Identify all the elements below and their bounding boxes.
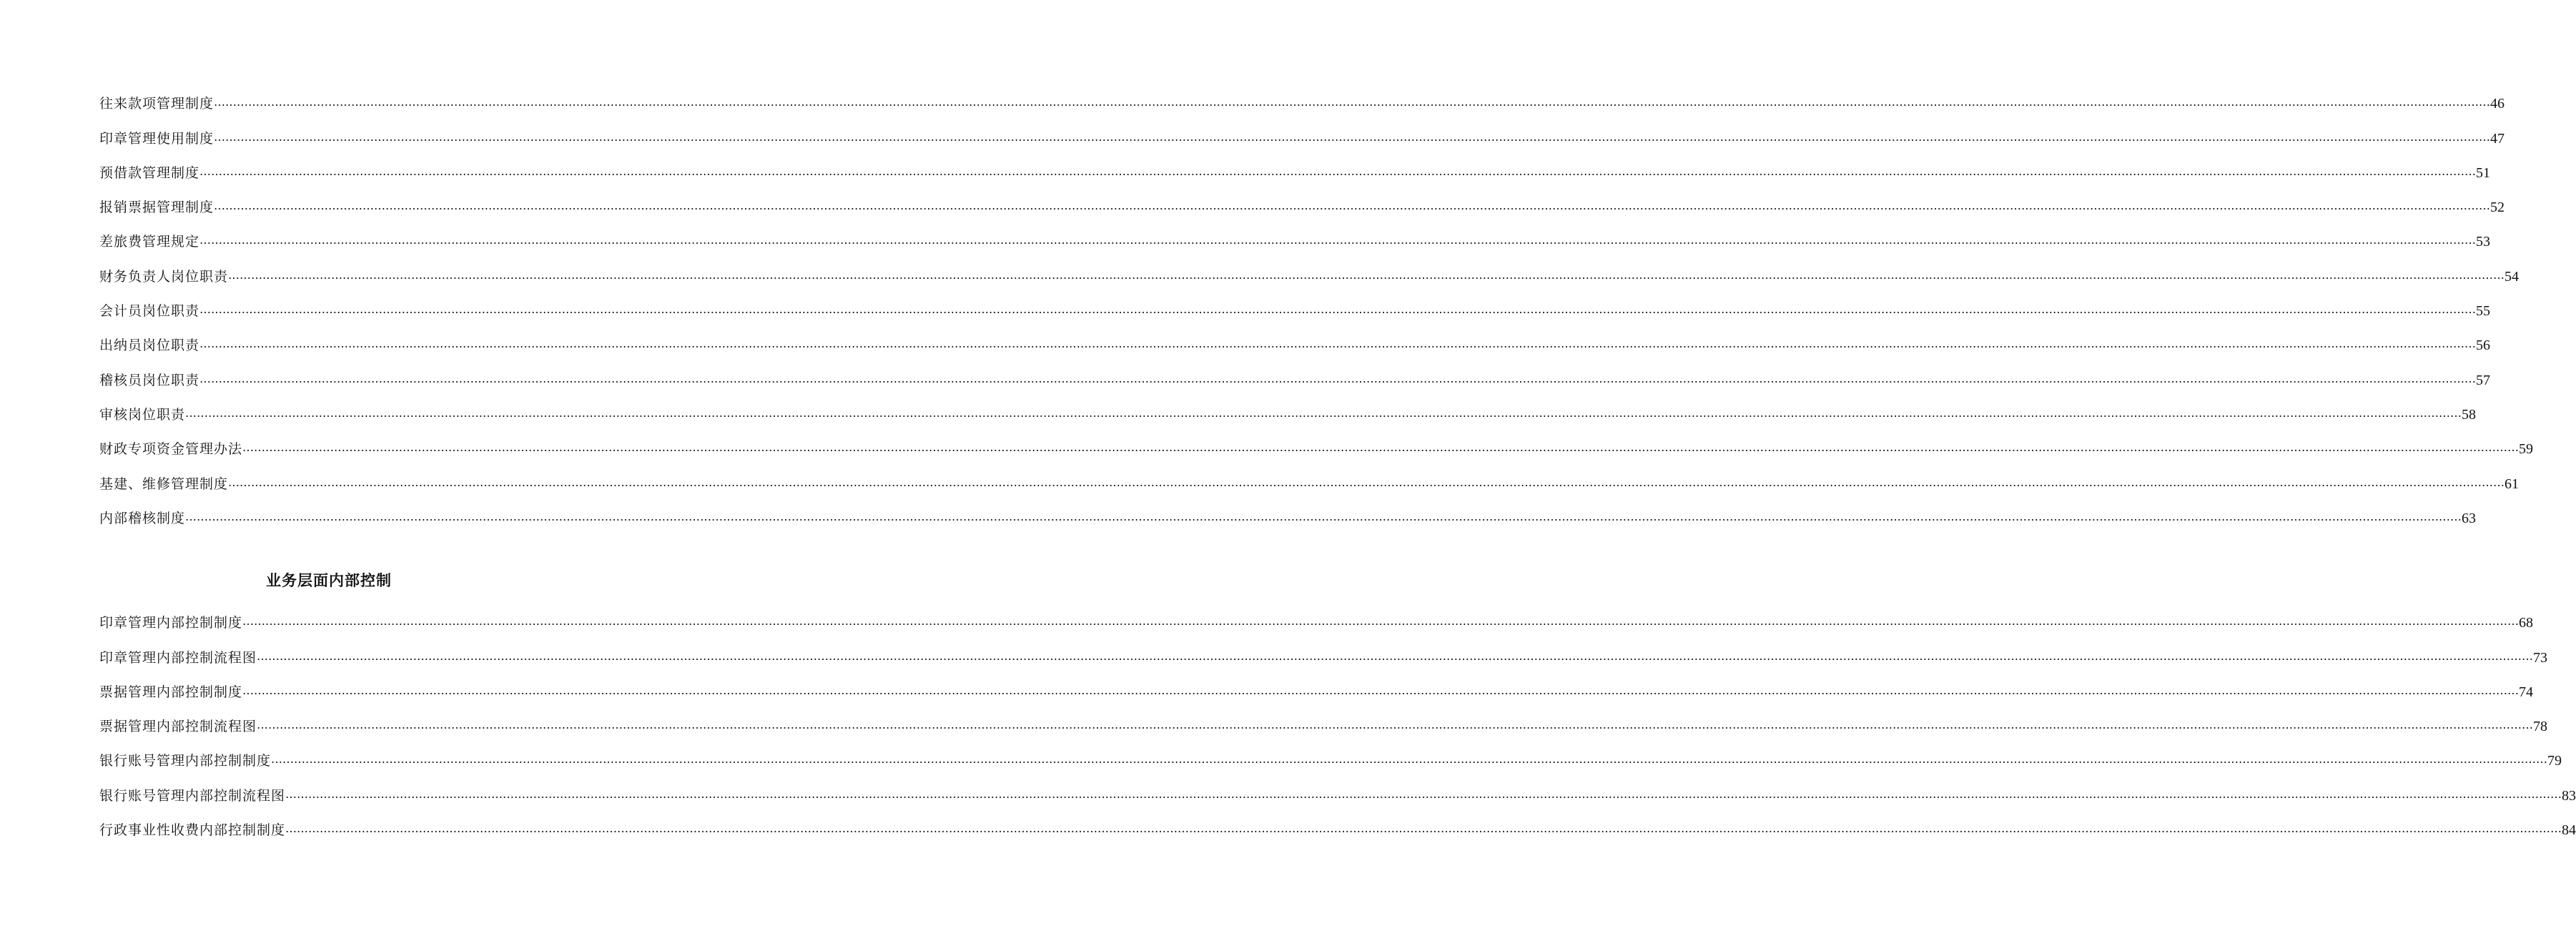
toc-entry-page: 83: [2562, 787, 2576, 804]
toc-entry-page: 52: [2490, 200, 2505, 216]
toc-leader-dots: …………………………………………………………………………………………………………………………………………………………………………………………………………………………………………………………………………………………………………………………………………………………………………………………………………………………………………………………………………………………………………………………………………………: [214, 199, 2491, 213]
toc-entry-page: 73: [2533, 649, 2548, 666]
toc-entry: [99, 187, 2505, 221]
toc-leader-dots: …………………………………………………………………………………………………………………………………………………………………………………………………………………………………………………………………………………………………………………………………………………………………………………………………………………………………………………………………………………………………………………………………………………: [214, 95, 2491, 109]
toc-leader-dots: …………………………………………………………………………………………………………………………………………………………………………………………………………………………………………………………………………………………………………………………………………………………………………………………………………………………………………………………………………………………………………………………………………………: [185, 405, 2462, 420]
toc-entry: [99, 498, 2477, 532]
toc-entry-title: 报销票据管理制度: [99, 200, 214, 216]
toc-entry: [99, 740, 2562, 774]
toc-entry-title: 会计员岗位职责: [99, 303, 200, 320]
toc-entry: [99, 706, 2548, 740]
toc-leader-dots: …………………………………………………………………………………………………………………………………………………………………………………………………………………………………………………………………………………………………………………………………………………………………………………………………………………………………………………………………………………………………………………………………………………: [242, 614, 2520, 629]
toc-entry-page: 78: [2533, 719, 2548, 735]
toc-entry-title: 财务负责人岗位职责: [99, 268, 229, 285]
toc-entry-page: 56: [2476, 338, 2491, 354]
toc-entry-title: 往来款项管理制度: [99, 96, 214, 112]
toc-entry-page: 74: [2519, 684, 2534, 700]
toc-entry: [99, 428, 2534, 463]
toc-entry-page: 47: [2490, 130, 2505, 147]
toc-entry: [99, 394, 2477, 428]
toc-entry-title: 票据管理内部控制流程图: [99, 719, 257, 735]
toc-entry-page: 63: [2462, 510, 2477, 526]
toc-entry-title: 财政专项资金管理办法: [99, 441, 243, 458]
toc-leader-dots: …………………………………………………………………………………………………………………………………………………………………………………………………………………………………………………………………………………………………………………………………………………………………………………………………………………………………………………………………………………………………………………………………………………: [257, 718, 2534, 732]
toc-entry-title: 印章管理内部控制流程图: [99, 649, 257, 666]
toc-leader-dots: …………………………………………………………………………………………………………………………………………………………………………………………………………………………………………………………………………………………………………………………………………………………………………………………………………………………………………………………………………………………………………………………………………………: [257, 649, 2534, 663]
toc-entry: [99, 255, 2520, 290]
toc-entry-title: 印章管理内部控制制度: [99, 615, 243, 631]
toc-entry-title: 票据管理内部控制制度: [99, 684, 243, 700]
toc-entry: [99, 602, 2534, 636]
toc-entry: [99, 463, 2520, 497]
toc-leader-dots: …………………………………………………………………………………………………………………………………………………………………………………………………………………………………………………………………………………………………………………………………………………………………………………………………………………………………………………………………………………………………………………………………………………: [242, 683, 2520, 697]
toc-entry-page: 53: [2476, 234, 2491, 250]
toc-entry-title: 银行账号管理内部控制流程图: [99, 787, 286, 804]
toc-entry-title: 银行账号管理内部控制制度: [99, 753, 272, 769]
toc-entry: [99, 636, 2548, 671]
toc-entry-title: 审核岗位职责: [99, 406, 186, 423]
toc-leader-dots: …………………………………………………………………………………………………………………………………………………………………………………………………………………………………………………………………………………………………………………………………………………………………………………………………………………………………………………………………………………………………………………………………………………: [199, 302, 2477, 317]
toc-entry-title: 出纳员岗位职责: [99, 338, 200, 354]
toc-leader-dots: …………………………………………………………………………………………………………………………………………………………………………………………………………………………………………………………………………………………………………………………………………………………………………………………………………………………………………………………………………………………………………………………………………………: [242, 440, 2520, 455]
toc-leader-dots: …………………………………………………………………………………………………………………………………………………………………………………………………………………………………………………………………………………………………………………………………………………………………………………………………………………………………………………………………………………………………………………………………………………: [228, 267, 2505, 282]
toc-entry-page: 59: [2519, 441, 2534, 458]
toc-entry-page: 51: [2476, 164, 2491, 181]
toc-leader-dots: …………………………………………………………………………………………………………………………………………………………………………………………………………………………………………………………………………………………………………………………………………………………………………………………………………………………………………………………………………………………………………………………………………………: [199, 337, 2477, 351]
toc-entry: [99, 117, 2505, 152]
toc-leader-dots: …………………………………………………………………………………………………………………………………………………………………………………………………………………………………………………………………………………………………………………………………………………………………………………………………………………………………………………………………………………………………………………………………………………: [199, 233, 2477, 247]
toc-entry-title: 行政事业性收费内部控制制度: [99, 822, 286, 839]
toc-entry-title: 稽核员岗位职责: [99, 372, 200, 388]
toc-section-2: [99, 602, 2576, 844]
toc-entry: [99, 83, 2505, 117]
toc-entry: [99, 774, 2576, 809]
toc-entry-title: 基建、维修管理制度: [99, 476, 229, 492]
toc-entry: [99, 152, 2491, 187]
toc-leader-dots: …………………………………………………………………………………………………………………………………………………………………………………………………………………………………………………………………………………………………………………………………………………………………………………………………………………………………………………………………………………………………………………………………………………: [185, 509, 2462, 523]
toc-entry-page: 54: [2505, 268, 2520, 285]
toc-entry-page: 58: [2462, 406, 2477, 423]
toc-leader-dots: …………………………………………………………………………………………………………………………………………………………………………………………………………………………………………………………………………………………………………………………………………………………………………………………………………………………………………………………………………………………………………………………………………………: [271, 752, 2548, 767]
toc-leader-dots: …………………………………………………………………………………………………………………………………………………………………………………………………………………………………………………………………………………………………………………………………………………………………………………………………………………………………………………………………………………………………………………………………………………: [199, 371, 2477, 385]
toc-entry-title: 预借款管理制度: [99, 164, 200, 181]
toc-leader-dots: …………………………………………………………………………………………………………………………………………………………………………………………………………………………………………………………………………………………………………………………………………………………………………………………………………………………………………………………………………………………………………………………………………………: [199, 164, 2477, 178]
toc-entry: [99, 221, 2491, 255]
toc-entry-page: 68: [2519, 615, 2534, 631]
toc-entry-title: 内部稽核制度: [99, 510, 186, 526]
toc-entry-title: 印章管理使用制度: [99, 130, 214, 147]
toc-entry-page: 46: [2490, 96, 2505, 112]
toc-leader-dots: …………………………………………………………………………………………………………………………………………………………………………………………………………………………………………………………………………………………………………………………………………………………………………………………………………………………………………………………………………………………………………………………………………………: [285, 787, 2562, 801]
section-heading: 业务层面内部控制: [266, 572, 392, 589]
toc-entry: [99, 671, 2534, 706]
toc-leader-dots: …………………………………………………………………………………………………………………………………………………………………………………………………………………………………………………………………………………………………………………………………………………………………………………………………………………………………………………………………………………………………………………………………………………: [228, 475, 2505, 489]
toc-entry-page: 61: [2505, 476, 2520, 492]
toc-entry-title: 差旅费管理规定: [99, 234, 200, 250]
toc-entry-page: 57: [2476, 372, 2491, 388]
toc-entry-page: 84: [2562, 822, 2576, 839]
toc-section-1: [99, 83, 2534, 532]
toc-list: [99, 602, 2576, 844]
toc-entry: [99, 809, 2576, 844]
toc-list: [99, 83, 2534, 532]
toc-entry: [99, 359, 2491, 393]
toc-leader-dots: …………………………………………………………………………………………………………………………………………………………………………………………………………………………………………………………………………………………………………………………………………………………………………………………………………………………………………………………………………………………………………………………………………………: [285, 822, 2562, 836]
toc-leader-dots: …………………………………………………………………………………………………………………………………………………………………………………………………………………………………………………………………………………………………………………………………………………………………………………………………………………………………………………………………………………………………………………………………………………: [214, 129, 2491, 144]
toc-entry-page: 79: [2547, 753, 2562, 769]
toc-entry-page: 55: [2476, 303, 2491, 320]
toc-entry: [99, 325, 2491, 359]
toc-entry: [99, 290, 2491, 325]
